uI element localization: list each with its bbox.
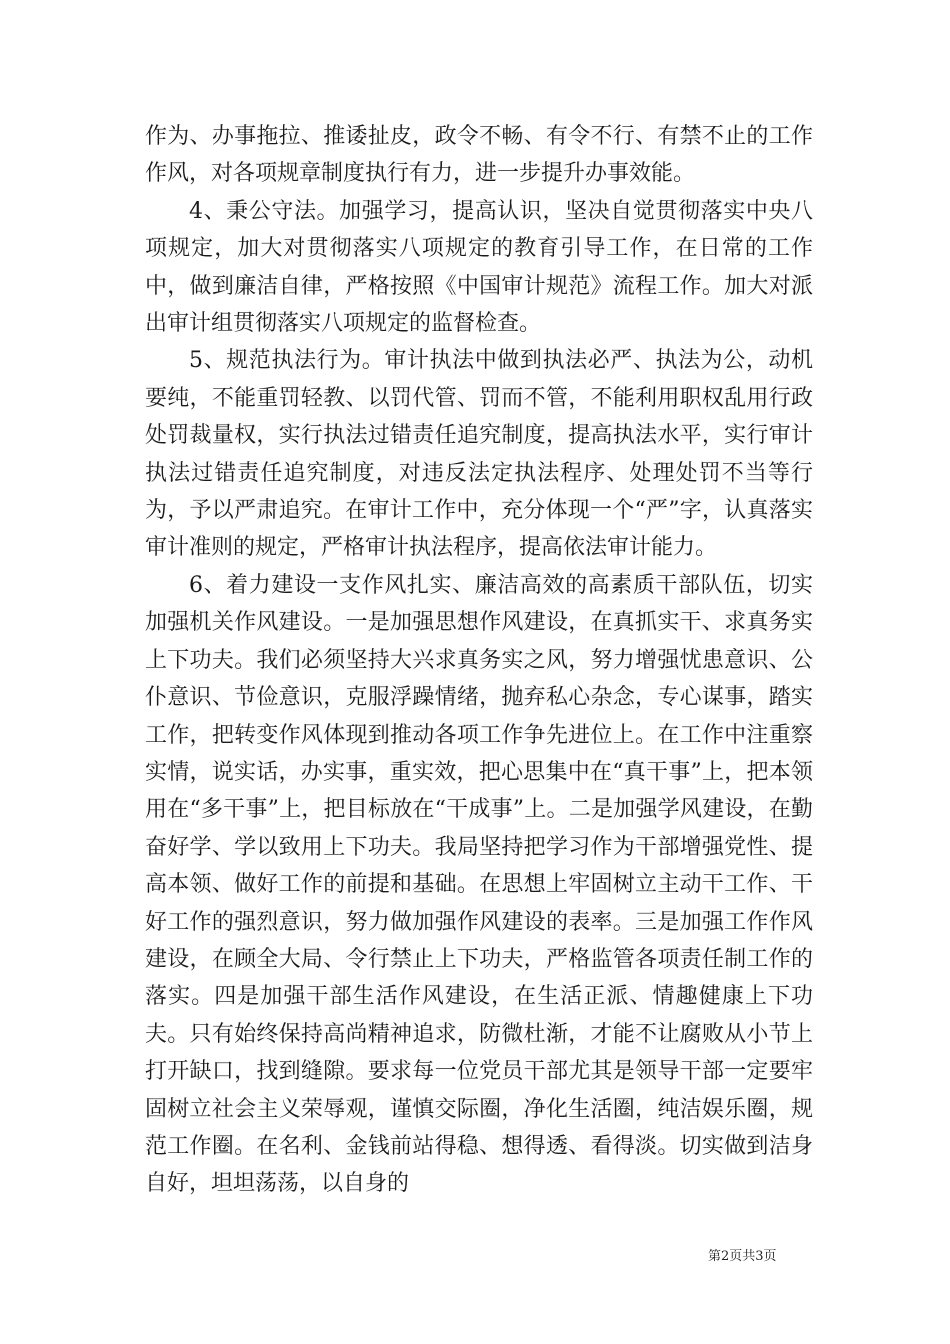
page-number-footer: 第2页共3页 (708, 1249, 777, 1264)
document-body (145, 118, 813, 1203)
paragraph-item-4: 4、秉公守法。加强学习，提高认识，坚决自觉贯彻落实中央八项规定，加大对贯彻落实八项规定的教育引导工作，在日常的工作中，做到廉洁自律，严格按照《中国审计规范》流程工作。加大对派出审计组贯彻落实八项规定的监督检查。 (145, 198, 813, 337)
paragraph-item-5: 5、规范执法行为。审计执法中做到执法必严、执法为公，动机要纯，不能重罚轻教、以罚代管、罚而不管，不能利用职权乱用行政处罚裁量权，实行执法过错责任追究制度，提高执法水平，实行审计执法过错责任追究制度，对违反法定执法程序、处理处罚不当等行为，予以严肃追究。在审计工作中，充分体现一个“严”字，认真落实审计准则的规定，严格审计执法程序，提高依法审计能力。 (145, 348, 813, 561)
paragraph-continuation: 作为、办事拖拉、推诿扯皮，政令不畅、有令不行、有禁不止的工作作风，对各项规章制度执行有力，进一步提升办事效能。 (145, 124, 813, 187)
paragraph-item-6: 6、着力建设一支作风扎实、廉洁高效的高素质干部队伍，切实加强机关作风建设。一是加强思想作风建设，在真抓实干、求真务实上下功夫。我们必须坚持大兴求真务实之风，努力增强忧患意识、公仆意识、节俭意识，克服浮躁情绪，抛弃私心杂念，专心谋事，踏实工作，把转变作风体现到推动各项工作争先进位上。在工作中注重察实情，说实话，办实事，重实效，把心思集中在“真干事”上，把本领用在“多干事”上，把目标放在“干成事”上。二是加强学风建设，在勤奋好学、学以致用上下功夫。我局坚持把学习作为干部增强党性、提高本领、做好工作的前提和基础。在思想上牢固树立主动干工作、干好工作的强烈意识，努力做加强作风建设的表率。三是加强工作作风建设，在顾全大局、令行禁止上下功夫，严格监管各项责任制工作的落实。四是加强干部生活作风建设，在生活正派、情趣健康上下功夫。只有始终保持高尚精神追求，防微杜渐，才能不让腐败从小节上打开缺口，找到缝隙。要求每一位党员干部尤其是领导干部一定要牢固树立社会主义荣辱观，谨慎交际圈，净化生活圈，纯洁娱乐圈，规范工作圈。在名利、金钱前站得稳、想得透、看得淡。切实做到洁身自好，坦坦荡荡，以自身的 (145, 572, 813, 1197)
